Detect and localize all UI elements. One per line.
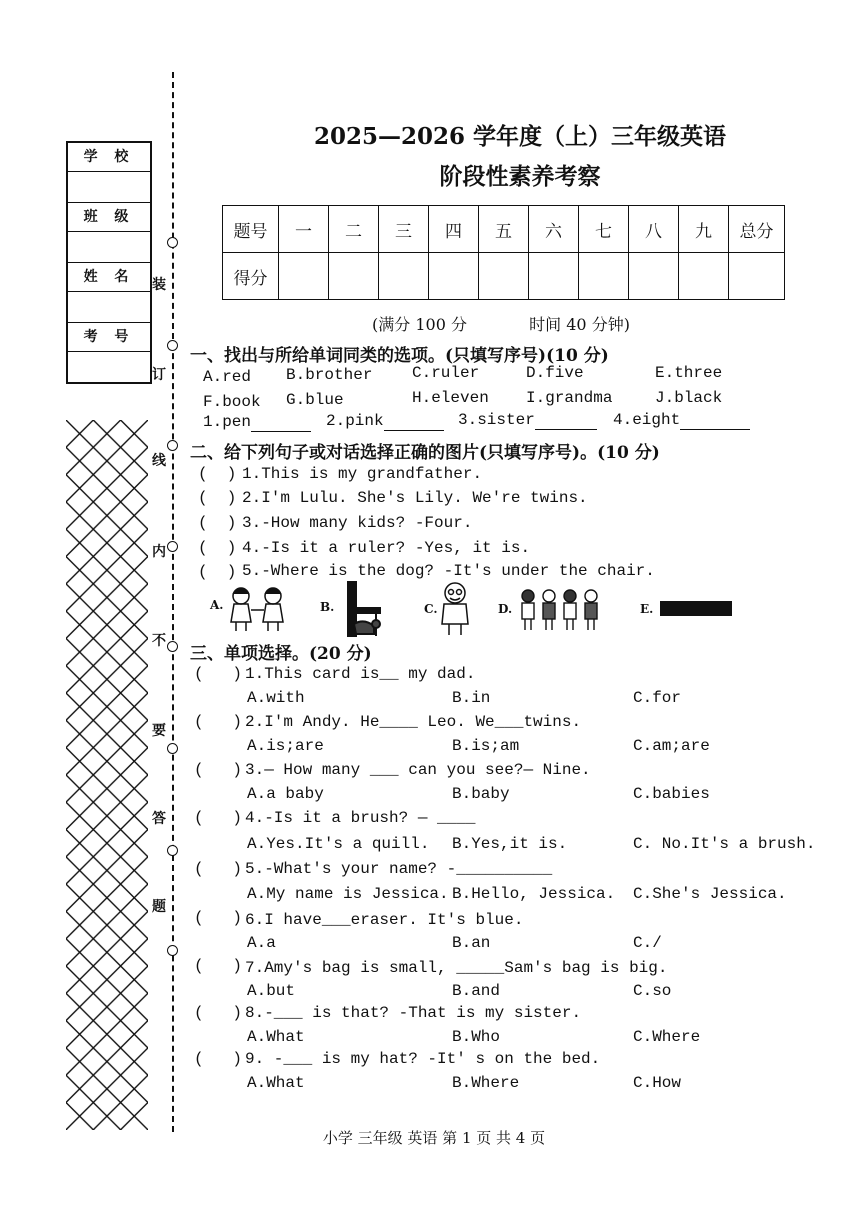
answer-paren[interactable]: ( )	[198, 563, 237, 581]
answer-blank[interactable]	[384, 412, 444, 431]
full-score-text: (满分 100 分	[372, 315, 467, 334]
side-char: 装	[152, 277, 166, 293]
answer-paren[interactable]: ( )	[194, 909, 243, 927]
option: I.grandma	[526, 389, 613, 407]
page-footer: 小学 三年级 英语 第 1 页 共 4 页	[322, 1129, 546, 1147]
score-cell[interactable]	[279, 253, 329, 300]
side-char: 不	[152, 633, 166, 649]
question-text: 2.I'm Andy. He____ Leo. We___twins.	[245, 713, 582, 731]
option: C.ruler	[412, 364, 480, 382]
score-cell[interactable]	[579, 253, 629, 300]
score-header-cell: 一	[279, 206, 329, 253]
score-header-cell: 总分	[729, 206, 785, 253]
score-row-label: 得分	[223, 253, 279, 300]
question-text: 2.I'm Lulu. She's Lily. We're twins.	[242, 489, 588, 507]
question-text: 9. -___ is my hat? -It' s on the bed.	[245, 1050, 601, 1068]
score-header-cell: 二	[329, 206, 379, 253]
answer-paren[interactable]: ( )	[194, 713, 243, 731]
picture-label: B.	[320, 600, 335, 614]
question-text: 4.-Is it a ruler? -Yes, it is.	[242, 539, 531, 557]
choice-a: A.What	[247, 1074, 305, 1092]
score-cell[interactable]	[479, 253, 529, 300]
score-cell[interactable]	[329, 253, 379, 300]
choice-b: B.an	[452, 934, 491, 952]
score-header-cell: 三	[379, 206, 429, 253]
picture-label: C.	[424, 602, 438, 616]
question-text: 3.sister	[458, 411, 535, 429]
question-text: 3.— How many ___ can you see?— Nine.	[245, 761, 591, 779]
score-cell[interactable]	[379, 253, 429, 300]
field-exam-number-blank[interactable]	[68, 352, 150, 382]
score-table	[222, 205, 785, 300]
score-header-cell: 题号	[223, 206, 279, 253]
choice-a: A.with	[247, 689, 305, 707]
choice-c: C./	[633, 934, 662, 952]
choice-a: A.but	[247, 982, 296, 1000]
answer-paren[interactable]: ( )	[194, 860, 243, 878]
field-label-exam-number: 考 号	[68, 323, 150, 352]
side-char: 订	[152, 367, 166, 383]
time-limit-text: 时间 40 分钟)	[529, 315, 630, 334]
question-item	[613, 411, 750, 430]
lattice-pattern	[66, 420, 148, 1130]
choice-a: A.Yes.It's a quill.	[247, 835, 430, 853]
binding-hole	[167, 945, 178, 956]
question-text: 8.-___ is that? -That is my sister.	[245, 1004, 582, 1022]
question-item	[203, 413, 311, 432]
score-header-cell: 六	[529, 206, 579, 253]
choice-c: C. No.It's a brush.	[633, 835, 816, 853]
binding-hole	[167, 237, 178, 248]
binding-hole	[167, 743, 178, 754]
choice-b: B.Where	[452, 1074, 520, 1092]
answer-paren[interactable]: ( )	[194, 957, 243, 975]
exam-meta	[372, 312, 630, 335]
score-table-header-row	[223, 206, 785, 253]
option: B.brother	[286, 366, 373, 384]
answer-paren[interactable]: ( )	[194, 761, 243, 779]
score-cell[interactable]	[429, 253, 479, 300]
score-header-cell: 七	[579, 206, 629, 253]
choice-a: A.What	[247, 1028, 305, 1046]
field-label-name: 姓 名	[68, 263, 150, 292]
field-school-blank[interactable]	[68, 172, 150, 203]
question-text: 6.I have___eraser. It's blue.	[245, 911, 524, 929]
choice-c: C.How	[633, 1074, 682, 1092]
section-2-title: 二、给下列句子或对话选择正确的图片(只填写序号)。(10 分)	[190, 443, 660, 463]
choice-c: C.for	[633, 689, 682, 707]
grandfather-picture	[438, 580, 472, 636]
choice-b: B.baby	[452, 785, 510, 803]
score-header-cell: 五	[479, 206, 529, 253]
question-text: 3.-How many kids? -Four.	[242, 514, 473, 532]
answer-paren[interactable]: ( )	[198, 514, 237, 532]
choice-b: B.and	[452, 982, 501, 1000]
choice-b: B.in	[452, 689, 491, 707]
question-text: 7.Amy's bag is small, _____Sam's bag is big.	[245, 959, 668, 977]
answer-blank[interactable]	[680, 411, 750, 430]
field-label-school: 学 校	[68, 143, 150, 172]
section-3-title: 三、单项选择。(20 分)	[190, 644, 372, 664]
chair-dog-picture	[340, 580, 386, 638]
option: G.blue	[286, 391, 344, 409]
choice-c: C.babies	[633, 785, 710, 803]
answer-paren[interactable]: ( )	[194, 665, 243, 683]
field-name-blank[interactable]	[68, 292, 150, 323]
choice-a: A.a	[247, 934, 276, 952]
question-text: 5.-Where is the dog? -It's under the chair.	[242, 562, 655, 580]
score-cell[interactable]	[729, 253, 785, 300]
side-char: 要	[152, 723, 166, 739]
question-text: 4.eight	[613, 411, 681, 429]
choice-a: A.is;are	[247, 737, 324, 755]
answer-paren[interactable]: ( )	[194, 1004, 243, 1022]
picture-label: A.	[210, 598, 224, 612]
section-1-title: 一、找出与所给单词同类的选项。(只填写序号)(10 分)	[190, 346, 609, 366]
option: F.book	[203, 393, 261, 411]
question-item	[326, 412, 444, 431]
side-char: 内	[152, 544, 166, 560]
question-item	[458, 411, 597, 430]
binding-hole	[167, 440, 178, 451]
four-kids-picture	[517, 588, 603, 632]
option: J.black	[655, 389, 723, 407]
option: E.three	[655, 364, 723, 382]
redacted-picture	[660, 601, 732, 616]
answer-paren[interactable]: ( )	[194, 809, 243, 827]
option: A.red	[203, 368, 252, 386]
score-header-cell: 九	[679, 206, 729, 253]
choice-b: B.Yes,it is.	[452, 835, 568, 853]
answer-blank[interactable]	[535, 411, 597, 430]
side-char: 题	[152, 899, 166, 915]
question-text: 5.-What's your name? -__________	[245, 860, 553, 878]
question-text: 1.pen	[203, 413, 252, 431]
choice-a: A.a baby	[247, 785, 324, 803]
student-info-box	[66, 141, 152, 384]
choice-c: C.She's Jessica.	[633, 885, 787, 903]
picture-label: E.	[640, 602, 654, 616]
exam-subtitle: 阶段性素养考察	[439, 163, 601, 190]
picture-label: D.	[498, 602, 513, 616]
question-text: 1.This is my grandfather.	[242, 465, 483, 483]
score-header-cell: 八	[629, 206, 679, 253]
choice-b: B.Hello, Jessica.	[452, 885, 616, 903]
binding-hole	[167, 845, 178, 856]
side-char: 答	[152, 811, 166, 827]
choice-a: A.My name is Jessica.	[247, 885, 449, 903]
field-class-blank[interactable]	[68, 232, 150, 263]
question-text: 2.pink	[326, 412, 384, 430]
side-char: 线	[152, 453, 166, 469]
score-cell[interactable]	[629, 253, 679, 300]
question-text: 1.This card is__ my dad.	[245, 665, 476, 683]
field-label-class: 班 级	[68, 203, 150, 232]
choice-c: C.so	[633, 982, 672, 1000]
option: H.eleven	[412, 389, 489, 407]
binding-hole	[167, 340, 178, 351]
choice-b: B.Who	[452, 1028, 501, 1046]
answer-paren[interactable]: ( )	[198, 539, 237, 557]
score-cell[interactable]	[679, 253, 729, 300]
score-header-cell: 四	[429, 206, 479, 253]
exam-title: 2025—2026 学年度（上）三年级英语	[313, 123, 727, 150]
answer-blank[interactable]	[251, 413, 311, 432]
question-text: 4.-Is it a brush? — ____	[245, 809, 476, 827]
answer-paren[interactable]: ( )	[198, 465, 237, 483]
binding-hole	[167, 541, 178, 552]
choice-c: C.Where	[633, 1028, 701, 1046]
choice-b: B.is;am	[452, 737, 520, 755]
option: D.five	[526, 364, 584, 382]
binding-hole	[167, 641, 178, 652]
answer-paren[interactable]: ( )	[194, 1050, 243, 1068]
binding-dashed-line	[172, 72, 174, 1132]
choice-c: C.am;are	[633, 737, 710, 755]
twins-picture	[224, 584, 292, 632]
answer-paren[interactable]: ( )	[198, 489, 237, 507]
score-table-score-row	[223, 253, 785, 300]
score-cell[interactable]	[529, 253, 579, 300]
